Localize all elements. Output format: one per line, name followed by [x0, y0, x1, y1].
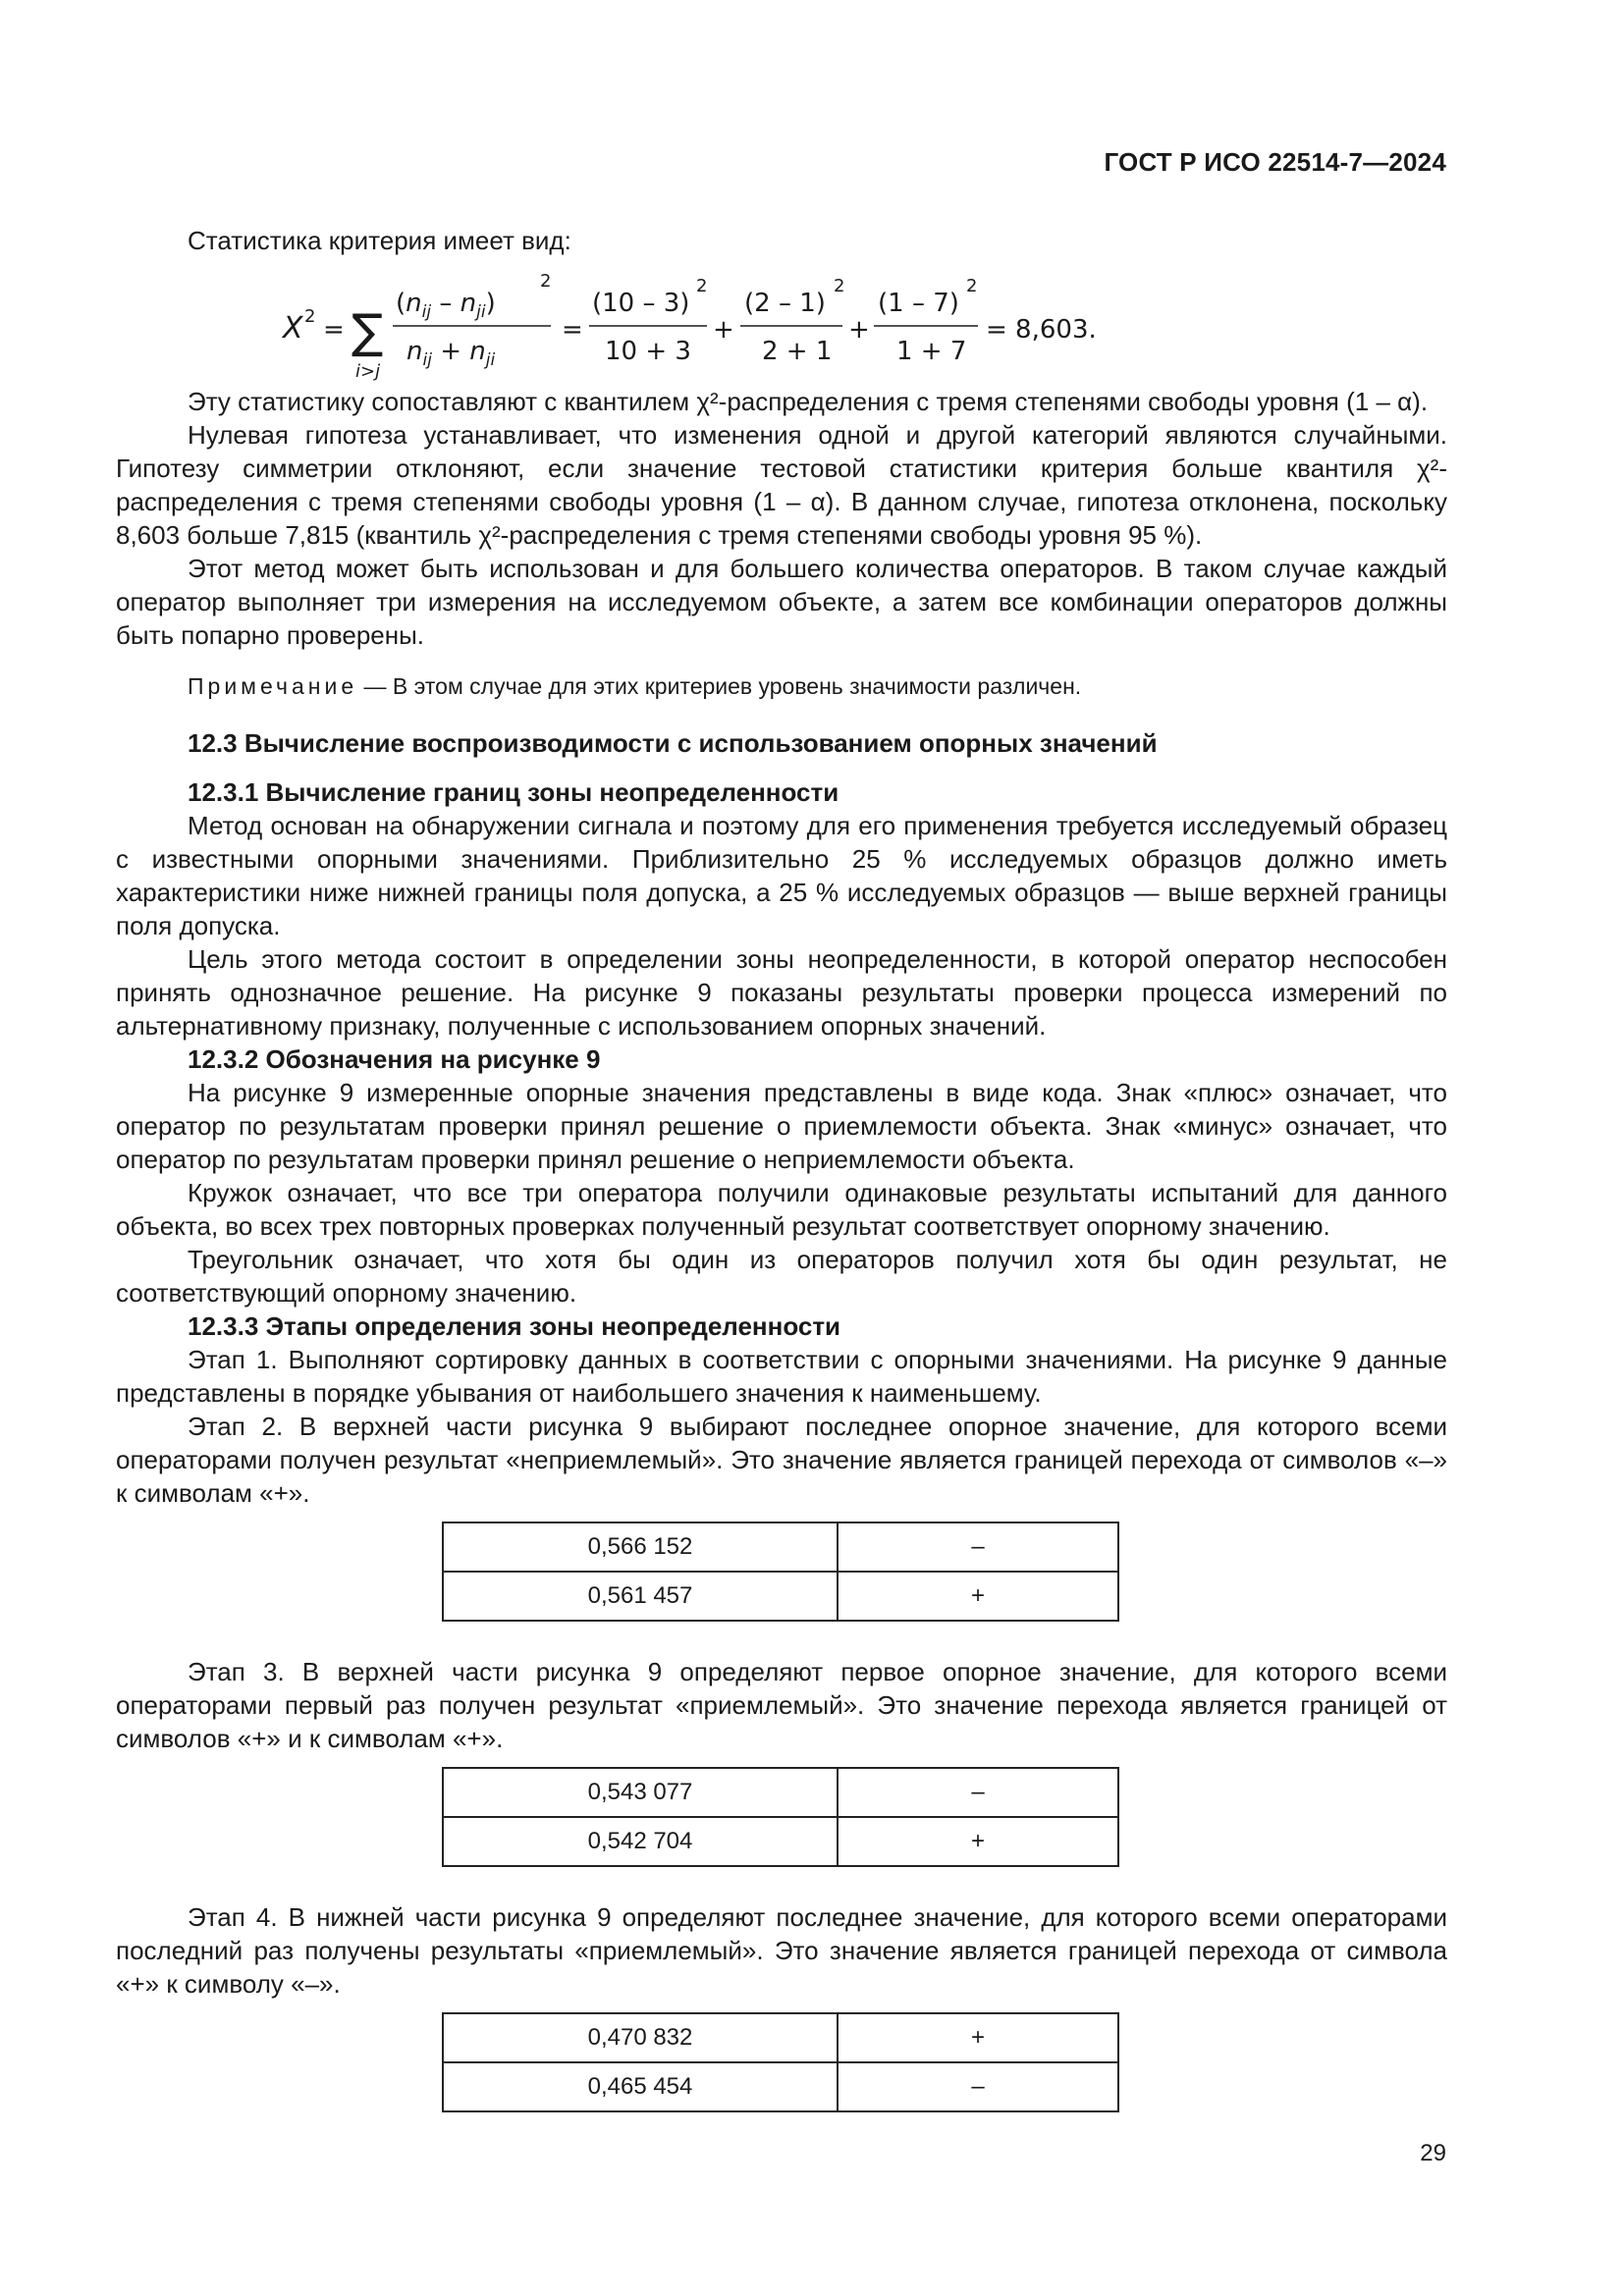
svg-text:nij + nji: $n_{ij} + n_{ji}$: [406, 337, 496, 370]
note: [116, 671, 1447, 701]
paragraph-10: Этап 2. В верхней части рисунка 9 выбирают последнее опорное значение, для которого всеми операторами получен результат «неприемлемый». Это значение является границей перехода от символов «–» к символам «+».: [116, 1412, 1447, 1508]
paragraph-9: Этап 1. Выполняют сортировку данных в соответствии с опорными значениями. На рисунке 9 данные представлены в порядке убывания от наибольшего значения к наименьшему.: [116, 1345, 1447, 1408]
transition-table-1: [442, 1522, 1119, 1622]
formula-result: = 8,603.: [986, 315, 1097, 345]
t2-num: (10 – 3): [592, 289, 690, 318]
paragraph-2: Нулевая гипотеза устанавливает, что изменения одной и другой категорий являются случайными. Гипотезу симметрии отклоняют, если значение тестовой статистики критерия больше квантиля χ²-распределения с тремя степенями свободы уровня (1 – α). В данном случае, гипотеза отклонена, поскольку 8,603 больше 7,815 (квантиль χ²-распределения с тремя степенями свободы уровня 95 %).: [116, 420, 1447, 550]
formula-eq: =: [323, 315, 345, 345]
svg-text:2: 2: [966, 276, 978, 296]
table-cell: 0,542 704: [443, 1817, 838, 1866]
transition-table-2: [442, 1767, 1119, 1867]
table-row: [443, 2013, 1118, 2062]
table-cell: 0,543 077: [443, 1768, 838, 1817]
svg-text:2: 2: [540, 271, 552, 292]
svg-text:2: 2: [834, 276, 845, 296]
t3-num: (2 – 1): [744, 289, 826, 318]
formula-sum-sub: i>j: [355, 361, 381, 382]
paragraph-3: Этот метод может быть использован и для большего количества операторов. В таком случае каждый оператор выполняет три измерения на исследуемом объекте, а затем все комбинации операторов должны быть попарно проверены.: [116, 554, 1447, 650]
svg-text:+: +: [848, 315, 870, 345]
table-cell: 0,566 152: [443, 1522, 838, 1572]
table-row: [443, 2062, 1118, 2111]
t3-den: 2 + 1: [762, 337, 833, 366]
heading-12-3-2: 12.3.2 Обозначения на рисунке 9: [188, 1044, 601, 1074]
table-row: [443, 1572, 1118, 1621]
svg-text:2: 2: [696, 276, 708, 296]
table-cell: +: [838, 1817, 1118, 1866]
formula-lhs: X: [283, 311, 303, 346]
document-header: ГОСТ Р ИСО 22514-7—2024: [1104, 147, 1446, 177]
page-number: 29: [1420, 2140, 1446, 2166]
heading-12-3-1: 12.3.1 Вычисление границ зоны неопределенности: [188, 777, 839, 807]
page-content: [116, 224, 1447, 2112]
t4-num: (1 – 7): [878, 289, 959, 318]
table-cell: 0,465 454: [443, 2062, 838, 2111]
table-cell: –: [838, 1522, 1118, 1572]
svg-text:=: =: [562, 315, 583, 345]
paragraph-6: На рисунке 9 измеренные опорные значения представлены в виде кода. Знак «плюс» означает, что оператор по результатам проверки принял решение о приемлемости объекта. Знак «минус» означает, что оператор по результатам проверки принял решение о неприемлемости объекта.: [116, 1078, 1447, 1174]
heading-12-3: 12.3 Вычисление воспроизводимости с использованием опорных значений: [188, 728, 1158, 758]
paragraph-11: Этап 3. В верхней части рисунка 9 определяют первое опорное значение, для которого всеми операторами первый раз получен результат «приемлемый». Это значение перехода является границей от символов «+» и к символам «+».: [116, 1657, 1447, 1753]
note-text: — В этом случае для этих критериев уровень значимости различен.: [357, 673, 1082, 699]
note-label: Примечание: [188, 673, 358, 699]
table-cell: +: [838, 2013, 1118, 2062]
t2-den: 10 + 3: [605, 337, 691, 366]
table-row: [443, 1817, 1118, 1866]
paragraph-7: Кружок означает, что все три оператора получили одинаковые результаты испытаний для данного объекта, во всех трех повторных проверках полученный результат соответствует опорному значению.: [116, 1178, 1447, 1241]
paragraph-1: Эту статистику сопоставляют с квантилем χ²-распределения с тремя степенями свободы уровня (1 – α).: [188, 387, 1429, 416]
table-cell: –: [838, 1768, 1118, 1817]
table-row: [443, 1768, 1118, 1817]
transition-table-3: [442, 2012, 1119, 2112]
paragraph-8: Треугольник означает, что хотя бы один из операторов получил хотя бы один результат, не соответствующий опорному значению.: [116, 1245, 1447, 1308]
paragraph-12: Этап 4. В нижней части рисунка 9 определяют последнее значение, для которого всеми операторами последний раз получены результаты «приемлемый». Это значение является границей перехода от символа «+» к символу «–».: [116, 1902, 1447, 1999]
t4-den: 1 + 7: [896, 337, 967, 366]
heading-12-3-3: 12.3.3 Этапы определения зоны неопределенности: [188, 1311, 841, 1341]
chi-square-formula: [116, 257, 1447, 385]
svg-text:+: +: [713, 315, 734, 345]
sum-icon: ∑: [352, 304, 384, 359]
table-cell: 0,561 457: [443, 1572, 838, 1621]
formula-lhs-exp: 2: [304, 306, 316, 327]
svg-text:(nij – nji): $(n_{ij} - n_{ji})$: [396, 289, 496, 322]
table-cell: +: [838, 1572, 1118, 1621]
paragraph-4: Метод основан на обнаружении сигнала и поэтому для его применения требуется исследуемый образец с известными опорными значениями. Приблизительно 25 % исследуемых образцов должно иметь характеристики ниже нижней границы поля допуска, а 25 % исследуемых образцов — выше верхней границы поля допуска.: [116, 811, 1447, 940]
table-cell: 0,470 832: [443, 2013, 838, 2062]
table-row: [443, 1522, 1118, 1572]
t1-num-a: (: [396, 289, 406, 318]
table-cell: –: [838, 2062, 1118, 2111]
stat-intro: Статистика критерия имеет вид:: [188, 226, 571, 255]
formula-graphic: [116, 257, 1447, 385]
paragraph-5: Цель этого метода состоит в определении зоны неопределенности, в которой оператор неспособен принять однозначное решение. На рисунке 9 показаны результаты проверки процесса измерений по альтернативному признаку, полученные с использованием опорных значений.: [116, 944, 1447, 1041]
